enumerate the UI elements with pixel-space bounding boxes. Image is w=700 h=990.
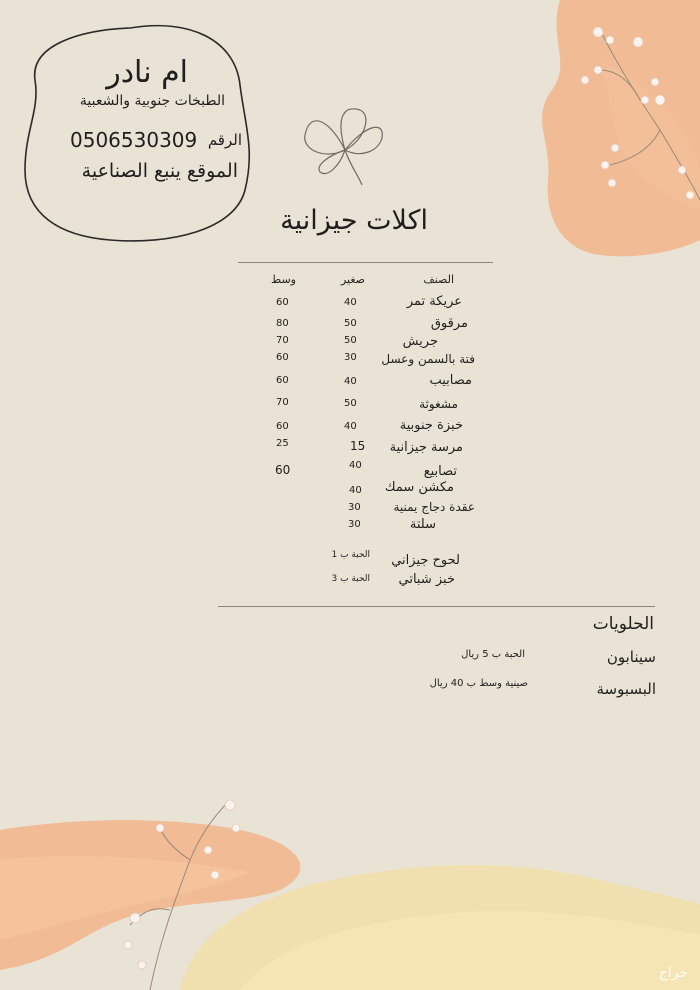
- menu-item-small: 40: [344, 421, 357, 432]
- menu-item-medium: 80: [276, 318, 289, 329]
- menu-item-small: 40: [344, 297, 357, 308]
- menu-item-name: مرقوق: [430, 316, 468, 331]
- menu-item-medium: 60: [276, 352, 289, 363]
- menu-title: اكلات جيزانية: [280, 205, 428, 236]
- menu-item-small: 40: [349, 460, 362, 471]
- menu-item-name: جريش: [402, 334, 438, 349]
- menu-item-small: 40: [349, 485, 362, 496]
- column-medium: وسط: [271, 273, 296, 286]
- column-small: صغير: [340, 273, 365, 286]
- menu-item-small: 15: [350, 439, 366, 453]
- menu-item-medium: 60: [275, 463, 291, 477]
- menu-item-small: 50: [344, 318, 357, 329]
- dessert-item-price: صينية وسط ب 40 ريال: [429, 678, 528, 689]
- column-item: الصنف: [423, 273, 454, 286]
- location-text: الموقع ينبع الصناعية: [81, 160, 238, 182]
- menu-item-medium: 60: [276, 421, 289, 432]
- restaurant-name: ام نادر: [106, 55, 188, 90]
- menu-item-name: مكشن سمك: [384, 480, 454, 495]
- extra-item-price: الحبة ب 3: [331, 574, 370, 584]
- menu-item-small: 50: [344, 398, 357, 409]
- menu-item-small: 50: [344, 335, 357, 346]
- menu-item-name: مصابيب: [429, 373, 472, 388]
- menu-item-name: خبزة جنوبية: [399, 418, 463, 433]
- menu-item-small: 30: [348, 519, 361, 530]
- menu-item-name: فتة بالسمن وعسل: [381, 352, 475, 366]
- extra-item-name: لحوح جيزاني: [391, 553, 460, 568]
- menu-item-name: مرسة جيزانية: [389, 440, 463, 455]
- menu-item-name: تصابيع: [423, 464, 457, 479]
- menu-item-medium: 25: [276, 438, 289, 449]
- menu-item-small: 30: [344, 352, 357, 363]
- menu-item-name: عريكة تمر: [406, 294, 462, 309]
- menu-item-medium: 60: [276, 375, 289, 386]
- menu-item-medium: 60: [276, 297, 289, 308]
- restaurant-subtitle: الطبخات جنوبية والشعبية: [79, 93, 225, 109]
- menu-item-small: 40: [344, 376, 357, 387]
- watermark: حراج: [658, 965, 688, 981]
- section-divider: [218, 606, 655, 607]
- phone-label: الرقم: [207, 131, 242, 149]
- title-divider: [238, 262, 493, 263]
- dessert-item-name: سينابون: [606, 648, 656, 666]
- menu-item-name: مشغوثة: [419, 397, 458, 411]
- extra-item-name: خبز شباتي: [398, 572, 455, 587]
- menu-item-medium: 70: [276, 397, 289, 408]
- menu-item-medium: 70: [276, 335, 289, 346]
- dessert-item-price: الحبة ب 5 ريال: [461, 649, 525, 660]
- extra-item-price: الحبة ب 1: [331, 550, 370, 560]
- phone-number[interactable]: 0506530309: [70, 128, 198, 152]
- desserts-title: الحلويات: [592, 614, 654, 634]
- menu-item-name: عقدة دجاج يمنية: [393, 500, 475, 514]
- menu-item-name: سلتة: [409, 517, 436, 532]
- dessert-item-name: البسبوسة: [596, 680, 656, 698]
- menu-item-small: 30: [348, 502, 361, 513]
